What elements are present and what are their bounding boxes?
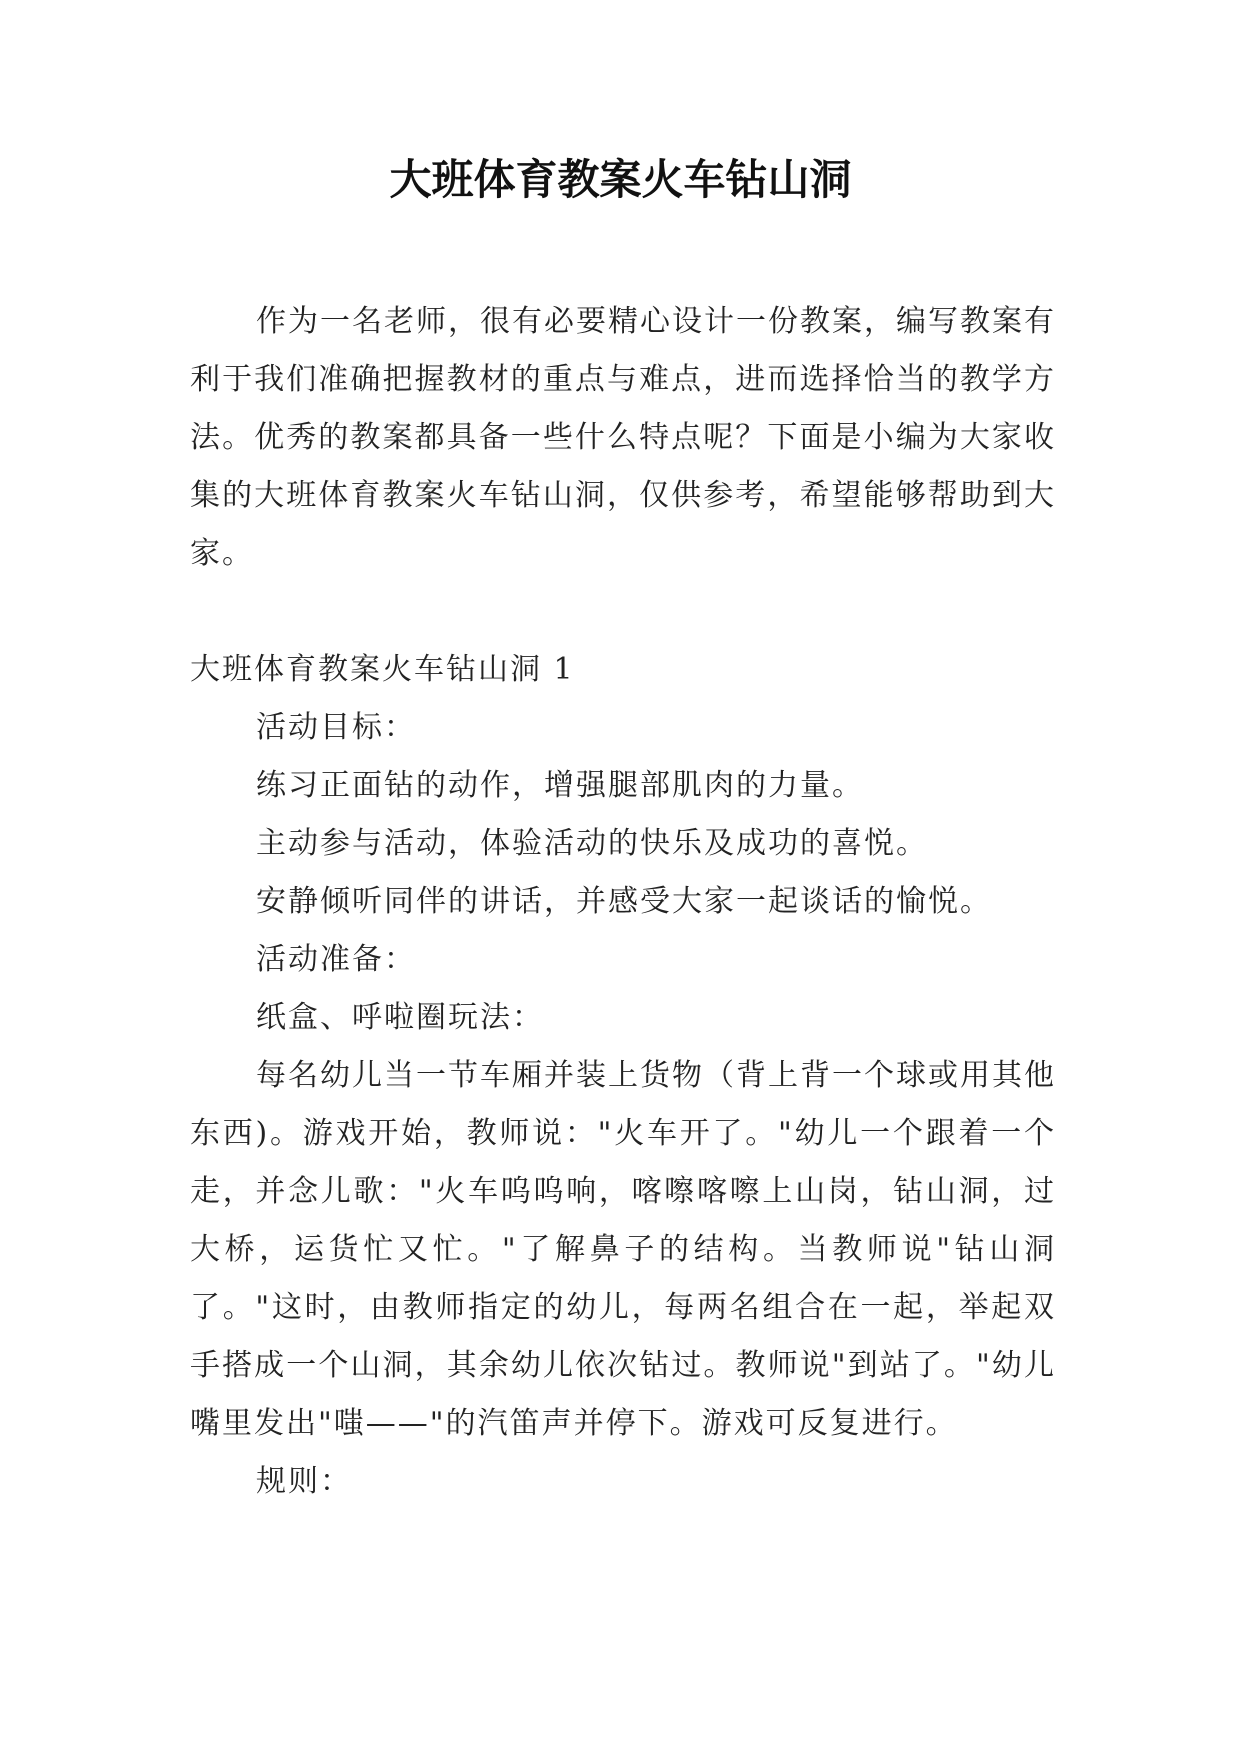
section-title: 大班体育教案火车钻山洞 1 bbox=[190, 652, 575, 687]
paragraph-rules-heading: 规则： bbox=[256, 1464, 352, 1499]
document-body bbox=[190, 293, 1056, 1511]
document-title: 大班体育教案火车钻山洞 bbox=[389, 155, 852, 204]
paragraph-materials: 纸盒、呼啦圈玩法： bbox=[256, 1000, 544, 1035]
intro-paragraph: 作为一名老师，很有必要精心设计一份教案，编写教案有利于我们准确把握教材的重点与难点，进而选择恰当的教学方法。优秀的教案都具备一些什么特点呢？下面是小编为大家收集的大班体育教案火车钻山洞，仅供参考，希望能够帮助到大家。 bbox=[190, 304, 1056, 571]
paragraph-objective-2: 主动参与活动，体验活动的快乐及成功的喜悦。 bbox=[256, 826, 928, 861]
paragraph-objectives-heading: 活动目标： bbox=[256, 710, 416, 745]
paragraph-objective-1: 练习正面钻的动作，增强腿部肌肉的力量。 bbox=[256, 768, 864, 803]
paragraph-gameplay: 每名幼儿当一节车厢并装上货物（背上背一个球或用其他东西)。游戏开始，教师说："火车开了。"幼儿一个跟着一个走，并念儿歌："火车呜呜响，喀嚓喀嚓上山岗，钻山洞，过大桥，运货忙又忙。"了解鼻子的结构。当教师说"钻山洞了。"这时，由教师指定的幼儿，每两名组合在一起，举起双手搭成一个山洞，其余幼儿依次钻过。教师说"到站了。"幼儿嘴里发出"嗤——"的汽笛声并停下。游戏可反复进行。 bbox=[190, 1058, 1056, 1441]
paragraph-objective-3: 安静倾听同伴的讲话，并感受大家一起谈话的愉悦。 bbox=[256, 884, 992, 919]
paragraph-preparation-heading: 活动准备： bbox=[256, 942, 416, 977]
